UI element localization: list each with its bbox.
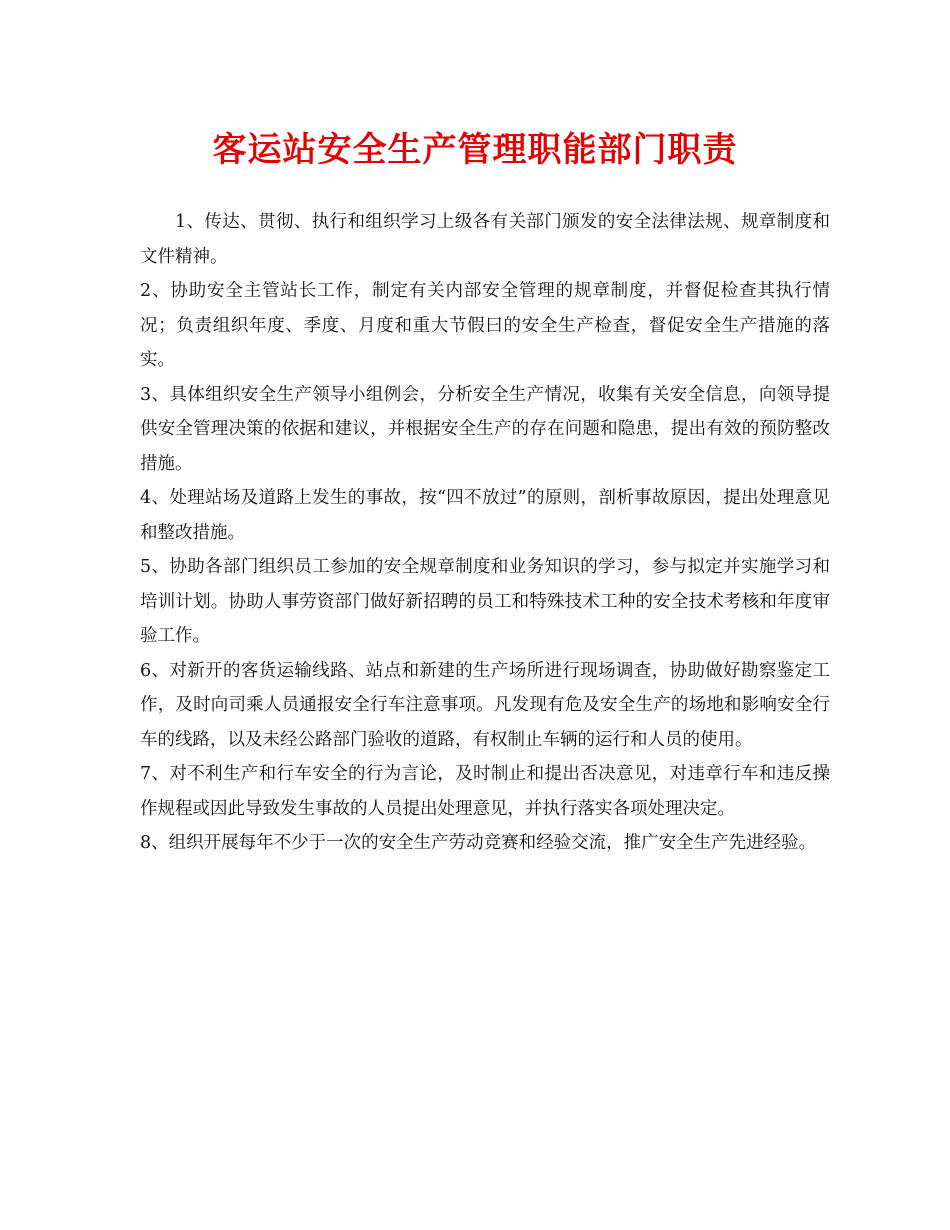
paragraph-6: 6、对新开的客货运输线路、站点和新建的生产场所进行现场调查，协助做好勘察鉴定工作，及时向司乘人员通报安全行车注意事项。凡发现有危及安全生产的场地和影响安全行车的线路，以及未经公路部门验收的道路，有权制止车辆的运行和人员的使用。 [140,660,830,750]
paragraph-4: 4、处理站场及道路上发生的事故，按“四不放过”的原则，剖析事故原因，提出处理意见和整改措施。 [140,488,830,543]
paragraph-5: 5、协助各部门组织员工参加的安全规章制度和业务知识的学习，参与拟定并实施学习和培训计划。协助人事劳资部门做好新招聘的员工和特殊技术工种的安全技术考核和年度审验工作。 [140,557,830,646]
paragraph-2: 2、协助安全主管站长工作，制定有关内部安全管理的规章制度，并督促检查其执行情况；负责组织年度、季度、月度和重大节假曰的安全生产检查，督促安全生产措施的落实。 [140,281,830,370]
paragraph-1: 1、传达、贯彻、执行和组织学习上级各有关部门颁发的安全法律法规、规章制度和文件精神。 [140,212,830,267]
document-body [140,205,830,861]
paragraph-7: 7、对不利生产和行车安全的行为言论，及时制止和提出否决意见，对违章行车和违反操作规程或因此导致发生事故的人员提出处理意见，并执行落实各项处理决定。 [140,764,830,819]
paragraph-3: 3、具体组织安全生产领导小组例会，分析安全生产情况，收集有关安全信息，向领导提供安全管理决策的依据和建议，并根据安全生产的存在问题和隐患，提出有效的预防整改措施。 [140,384,830,474]
document-title: 客运站安全生产管理职能部门职责 [212,130,738,170]
paragraph-8: 8、组织开展每年不少于一次的安全生产劳动竞赛和经验交流，推广安全生产先进经验。 [140,833,817,853]
